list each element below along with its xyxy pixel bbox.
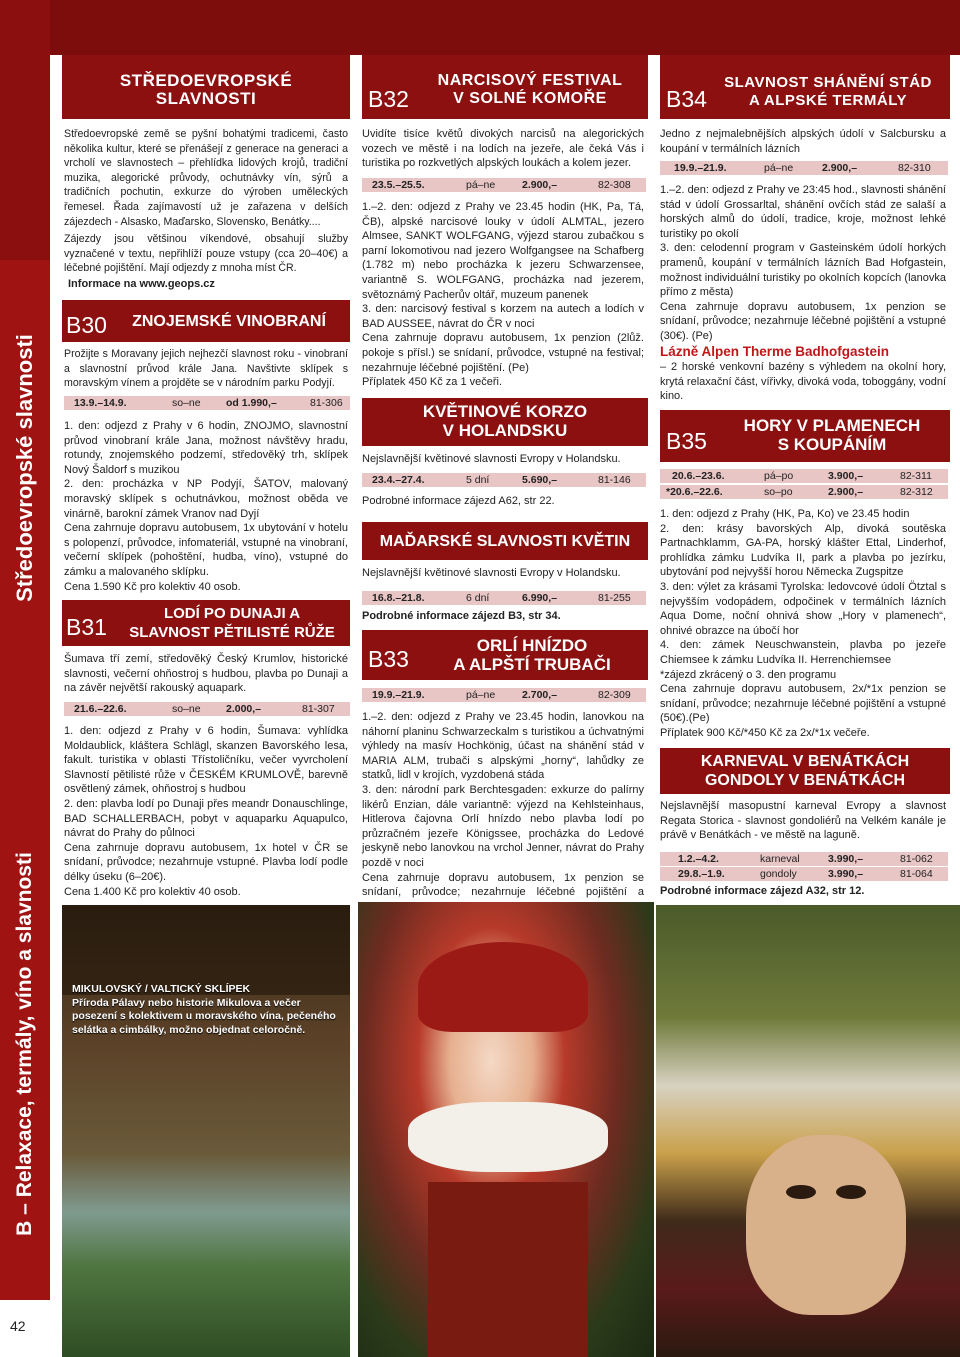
photo-caption: MIKULOVSKÝ / VALTICKÝ SKLÍPEK Příroda Pálavy nebo historie Mikulova a večer posezení s kolektivem u moravského vína, pečeného selátka a cimbálky, možno objednat celoročně. [72, 983, 336, 1036]
col1-intro: Středoevropské země se pyšní bohatými tradicemi, často několika kultur, které se přenášejí z generace na generaci a vrcholí ve slavnostech – přehlídka lidových krojů, tradiční muzika, alegorické průvody, ochutnávky vín, sýrů a tradičních pochutin, exkurze do výroben uměleckých řemesel. Řada zajímavostí už je zařazena v delších zájezdech - Alsasko, Maďarsko, Slovensko, Benátky.... [64, 128, 348, 228]
folk-costume-photo [358, 902, 654, 1357]
wine-cellar-photo [62, 905, 350, 1357]
korzo-lead: Nejslavnější květinové slavnosti Evropy v Holandsku. [362, 453, 621, 465]
headscarf [418, 942, 588, 1032]
b35-title: HORY V PLAMENECH S KOUPÁNÍM [743, 416, 921, 454]
madar-price-row: 16.8.–21.8. 6 dní 6.990,– 81-255 [362, 591, 646, 605]
b34-title: SLAVNOST SHÁNĚNÍ STÁD A ALPSKÉ TERMÁLY [724, 74, 932, 109]
col1-info: Informace na www.geops.cz [68, 278, 215, 290]
b32-price-row: 23.5.–25.5. pá–ne 2.900,– 82-308 [362, 178, 646, 192]
top-band [50, 0, 960, 55]
madar-title: MAĎARSKÉ SLAVNOSTI KVĚTIN [379, 533, 631, 550]
b31-price-row: 21.6.–22.6. so–ne 2.000,– 81-307 [64, 702, 350, 716]
b34-price-row: 19.9.–21.9. pá–ne 2.900,– 82-310 [660, 161, 948, 175]
sidebar-title: Středoevropské slavnosti [12, 334, 37, 602]
photo-caption-bg [62, 905, 350, 995]
b32-lead: Uvidíte tisíce květů divokých narcisů na alegorických vozech ve městě i na lodích na jezeře, ale čeká Vás i turistika po rozkvetlých alpských loukách a kolem jezer. [362, 128, 644, 170]
b33-title: ORLÍ HNÍZDO A ALPŠTÍ TRUBAČI [453, 636, 611, 674]
karneval-lead: Nejslavnější masopustní karneval Evropy a slavnost Regata Storica - slavnost gondoliérů na Velkém kanále je právě v Benátkách - ve městě na laguně. [660, 800, 946, 842]
b31-title: LODÍ PO DUNAJI A SLAVNOST PĚTILISTÉ RŮŽE [129, 605, 335, 641]
mask-eye-right [836, 1185, 866, 1199]
carnival-mask [746, 1135, 906, 1315]
b30-code: B30 [66, 312, 107, 338]
sidebar-subtitle: B – Relaxace, termály, víno a slavnosti [13, 852, 36, 1236]
vest [428, 1182, 588, 1357]
madar-more: Podrobné informace zájezd B3, str 34. [362, 610, 561, 622]
madar-lead: Nejslavnější květinové slavnosti Evropy v Holandsku. [362, 567, 621, 579]
lace-collar [408, 1102, 608, 1172]
mask-eye-left [786, 1185, 816, 1199]
b32-code: B32 [368, 86, 409, 112]
b35-code: B35 [666, 428, 707, 454]
b34-text: 1.–2. den: odjezd z Prahy ve 23:45 hod., slavnosti shánění stád v údolí Grossarltal, shánění ovčích stád ze salaší a horských almů do údolí, tradice, kroje, možnost lehké turistiky po okolí 3. den: celodenní program v Gasteinském údolí horkých pramenů, koupání v termálních lázních Bad Hofgastein, možnost individuální turistiky po okolních kopcích (lanovka přímo z města) Cena zahrnuje dopravu autobusem, 1x penzion se snídaní, průvodce; nezahrnuje léčebné pojištění a vstupné (30€). (Pe) [660, 184, 946, 342]
b30-title: ZNOJEMSKÉ VINOBRANÍ [132, 313, 326, 330]
b33-text: 1.–2. den: odjezd z Prahy ve 23.45 hodin, lanovkou na náhorní planinu Schwarzeckalm s turistikou a úchvatnými výhledy na masív Hochkönig, účast na shánění stád v MARIA ALM, trubači s alpskými „horny“, lahůdky ze statků, lidl v krojích, vyzdobená stáda 3. den: národní park Berchtesgaden: exkurze do palírny likérů Enzian, dále variantně: výjezd na Kehlsteinhaus, Hitlerova čajovna Orlí hnízdo nebo plavba lodí po průzračném jezeře Königssee, procházka do Ledové jeskyně nebo lanovkou na vrchol Jenner, návrat do Prahy pozdě v noci Cena zahrnuje dopravu autobusem, 1x penzion se snídaní, průvodce; nezahrnuje léčebné pojištění a [362, 711, 644, 899]
korzo-more: Podrobné informace zájezd A62, str 22. [362, 495, 555, 507]
b35-price-row-2: *20.6.–22.6. so–po 2.900,– 82-312 [660, 485, 948, 499]
page-number: 42 [10, 1318, 26, 1334]
korzo-price-row: 23.4.–27.4. 5 dní 5.690,– 81-146 [362, 473, 646, 487]
karneval-title: KARNEVAL V BENÁTKÁCH GONDOLY V BENÁTKÁCH [700, 753, 910, 789]
b33-price-row: 19.9.–21.9. pá–ne 2.700,– 82-309 [362, 688, 646, 702]
col1-intro2: Zájezdy jsou většinou víkendové, obsahují služby vyznačené v textu, nepřihlíží pouze vstupy (cca 20–40€) a léčebné pojištění. Mají odjezdy z mnoha míst ČR. [64, 233, 348, 275]
b32-title: NARCISOVÝ FESTIVAL V SOLNÉ KOMOŘE [437, 72, 623, 107]
col1-header: STŘEDOEVROPSKÉ SLAVNOSTI [119, 71, 293, 108]
korzo-title: KVĚTINOVÉ KORZO V HOLANDSKU [422, 402, 588, 440]
b30-price-row: 13.9.–14.9. so–ne od 1.990,– 81-306 [64, 396, 350, 410]
karneval-more: Podrobné informace zájezd A32, str 12. [660, 885, 865, 897]
b34-lead: Jedno z nejmalebnějších alpských údolí v Salcbursku a koupání v termálních lázních [660, 128, 946, 155]
b33-code: B33 [368, 646, 409, 672]
karneval-price-row-2: 29.8.–1.9. gondoly 3.990,– 81-064 [660, 867, 948, 881]
karneval-price-row-1: 1.2.–4.2. karneval 3.990,– 81-062 [660, 852, 948, 866]
spa-title: Lázně Alpen Therme Badhofgastein [660, 344, 890, 359]
b34-code: B34 [666, 86, 707, 112]
b31-text: 1. den: odjezd z Prahy v 6 hodin, Šumava: vyhlídka Moldaublick, kláštera Schlägl, skanzen Bavorského lesa, fakult. turistika v oblasti Třístoličníku, večer vyvrcholení Slavností pětilisté růže v ČESKÉM KRUMLOVĚ, barevně osvětlený zámek, ohňostroj s hudbou 2. den: plavba lodí po Dunaji přes meandr Donauschlinge, BAD SCHALLERBACH, pobyt v aquaparku Aquapulco, návrat do Prahy do půlnoci Cena zahrnuje dopravu autobusem, 1x hotel v ČR se snídaní, průvodce; nezahrnuje vstupné. Plavba lodí podle délky úseku (6–20€). Cena 1.400 Kč pro kolektiv 40 osob. [64, 725, 348, 898]
b32-text: 1.–2. den: odjezd z Prahy ve 23.45 hodin (HK, Pa, Tá, ČB), alpské narcisové louky v údolí ALMTAL, jezero Almsee, SANKT WOLFGANG, výjezd starou zubačkou s parní lokomotivou nad jezero Wolfgangsee na Schafberg (1.782 m) nebo procházka k jezeru Schwarzensee, variantně S. WOLFGANG, procházka nad jezerem, světoznámý Pacherův oltář, muzeum panenek 3. den: narcisový festival s korzem na autech a lodích v BAD AUSSEE, návrat do ČR v noci Cena zahrnuje dopravu autobusem, 1x penzion (2lůž. pokoje s přísl.) se snídaní, průvodce, vstupné na festival; nezahrnuje léčebné pojištění. (Pe) Příplatek 450 Kč za 1 večeři. [362, 201, 644, 389]
b35-text: 1. den: odjezd z Prahy (HK, Pa, Ko) ve 23.45 hodin 2. den: krásy bavorských Alp, divoká soutěska Partnachklamm, GA-PA, horský klášter Ettal, Linderhof, prohlídka zámku Ludvíka II, park a plavba po jezírku, ubytování pod nejvyšší horou Německa Zugspitze 3. den: výlet za krásami Tyrolska: ledovcové údolí Ötztal s nejvyšším vodopádem, odpočinek v termálních lázních Aqua Dome, noční ohnivá show „Hory v plamenech“, ohnivé obrazce na úbočí hor 4. den: zámek Neuschwanstein, plavba po jezeře Chiemsee k zámku Ludvíka II. Herrenchiemsee *zájezd zkrácený o 3. den programu Cena zahrnuje dopravu autobusem, 2x/*1x penzion se snídaní, průvodce; nezahrnuje léčebné pojištění a vstupné (50€).(Pe) Příplatek 900 Kč/*450 Kč za 2x/*1x večeře. [660, 508, 946, 739]
spa-text: – 2 horské venkovní bazény s výhledem na okolní hory, krytá relaxační část, vířivky, divoká voda, toboggány, vodní kino. [660, 361, 946, 403]
b35-price-row-1: 20.6.–23.6. pá–po 3.900,– 82-311 [660, 469, 948, 483]
b30-text: 1. den: odjezd z Prahy v 6 hodin, ZNOJMO, slavnostní průvod vinobraní krále Jana, možnost návštěvy hradu, rotundy, znojemského podzemí, středověký trh, sklípek Nový Šaldorf s muzikou 2. den: procházka v NP Podyjí, ŠATOV, malovaný moravský sklípek s ochutnávkou, možnost oběda ve vinárně, barokní zámek Vranov nad Dyjí Cena zahrnuje dopravu autobusem, 1x ubytování v hotelu s polopenzí, průvodce, infomateriál, vstupné na vinobraní, večerní sklípek (pohoštění, hudba, víno), vstupné do zámku a malovaného sklípku. Cena 1.590 Kč pro kolektiv 40 osob. [64, 420, 348, 593]
cheese-market-and-mask-photo [656, 905, 960, 1357]
left-sidebar [0, 0, 50, 1357]
b30-lead: Prožijte s Moravany jejich nejhezčí slavnost roku - vinobraní a slavnostní průvod krále Jana. Navštivte sklípek s moravským vínem a projděte se v národním parku Podyjí. [64, 348, 348, 390]
b31-code: B31 [66, 614, 107, 640]
b31-lead: Šumava tří zemí, středověký Český Krumlov, historické slavnosti, večerní ohňostroj s hudbou, plavba po Dunaji a na závěr největší rakouský aquapark. [64, 653, 348, 695]
